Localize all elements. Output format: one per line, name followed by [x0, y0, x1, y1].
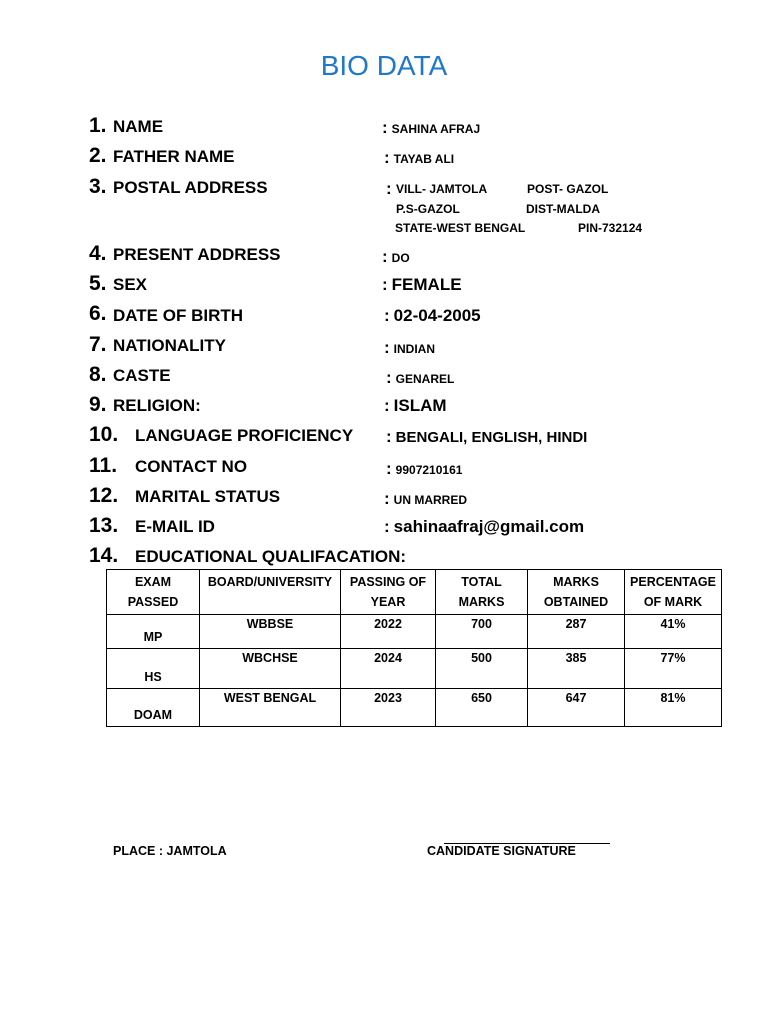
cell-percent: 77%: [625, 649, 722, 689]
field-number: 4.: [89, 242, 107, 265]
table-row: [107, 649, 722, 689]
address-state: STATE-WEST BENGAL: [395, 221, 526, 235]
field-number: 12.: [89, 484, 119, 507]
candidate-signature-label: CANDIDATE SIGNATURE: [427, 844, 576, 858]
cell-obtained: 287: [528, 615, 625, 649]
field-label-father-name: FATHER NAME: [113, 147, 235, 166]
field-value-email-id: : sahinaafraj@gmail.com: [384, 517, 585, 536]
header-passing-year: PASSING OF YEAR: [341, 570, 436, 615]
field-number: 3.: [89, 175, 107, 198]
cell-percent: 41%: [625, 615, 722, 649]
cell-year: 2024: [341, 649, 436, 689]
address-dist: DIST-MALDA: [526, 202, 600, 216]
header-exam-passed: EXAM PASSED: [107, 570, 200, 615]
field-label-educational-qualification: EDUCATIONAL QUALIFACATION:: [135, 547, 407, 566]
cell-total: 500: [436, 649, 528, 689]
field-number: 1.: [89, 114, 107, 137]
table-row: [107, 689, 722, 727]
cell-board: WBBSE: [200, 615, 341, 649]
cell-total: 700: [436, 615, 528, 649]
header-total-marks: TOTAL MARKS: [436, 570, 528, 615]
cell-obtained: 647: [528, 689, 625, 727]
field-label-contact-no: CONTACT NO: [135, 457, 248, 476]
cell-total: 650: [436, 689, 528, 727]
field-number: 14.: [89, 544, 119, 567]
field-value-sex: : FEMALE: [382, 275, 462, 294]
field-value-religion: : ISLAM: [384, 396, 447, 415]
table-header-row: [107, 570, 722, 615]
field-label-marital-status: MARITAL STATUS: [135, 487, 281, 506]
cell-percent: 81%: [625, 689, 722, 727]
field-value-contact-no: : 9907210161: [386, 459, 463, 478]
field-value-present-address: : DO: [382, 247, 410, 266]
cell-year: 2022: [341, 615, 436, 649]
cell-board: WBCHSE: [200, 649, 341, 689]
field-label-language-proficiency: LANGUAGE PROFICIENCY: [135, 426, 354, 445]
field-value-date-of-birth: : 02-04-2005: [384, 306, 481, 325]
field-label-religion: RELIGION:: [113, 396, 201, 415]
header-percentage: PERCENTAGE OF MARK: [625, 570, 722, 615]
field-label-email-id: E-MAIL ID: [135, 517, 215, 536]
field-number: 6.: [89, 302, 107, 325]
field-value-father-name: : TAYAB ALI: [384, 148, 455, 167]
cell-obtained: 385: [528, 649, 625, 689]
field-label-caste: CASTE: [113, 366, 171, 385]
field-label-present-address: PRESENT ADDRESS: [113, 245, 281, 264]
address-vill: VILL- JAMTOLA: [396, 182, 488, 196]
cell-year: 2023: [341, 689, 436, 727]
field-number: 9.: [89, 393, 107, 416]
cell-board: WEST BENGAL: [200, 689, 341, 727]
field-number: 7.: [89, 333, 107, 356]
field-value-marital-status: : UN MARRED: [384, 489, 468, 508]
table-row: [107, 615, 722, 649]
cell-exam: DOAM: [107, 689, 200, 727]
header-board-university: BOARD/UNIVERSITY: [200, 570, 341, 615]
field-number: 5.: [89, 272, 107, 295]
page-title: BIO DATA: [320, 50, 448, 81]
field-label-nationality: NATIONALITY: [113, 336, 227, 355]
address-post: POST- GAZOL: [527, 182, 609, 196]
place-text: PLACE : JAMTOLA: [113, 844, 227, 858]
field-label-date-of-birth: DATE OF BIRTH: [113, 306, 244, 325]
cell-exam: MP: [107, 615, 200, 649]
field-number: 11.: [89, 454, 118, 477]
field-number: 2.: [89, 144, 107, 167]
address-colon: :: [386, 179, 392, 198]
field-label-name: NAME: [113, 117, 164, 136]
header-marks-obtained: MARKS OBTAINED: [528, 570, 625, 615]
address-pin: PIN-732124: [578, 221, 643, 235]
education-table: [106, 569, 722, 727]
field-value-caste: : GENAREL: [386, 368, 455, 387]
field-value-language-proficiency: : BENGALI, ENGLISH, HINDI: [386, 427, 588, 446]
field-number: 8.: [89, 363, 107, 386]
field-value-name: : SAHINA AFRAJ: [382, 118, 481, 137]
field-value-nationality: : INDIAN: [384, 338, 436, 357]
field-label-sex: SEX: [113, 275, 148, 294]
address-ps: P.S-GAZOL: [396, 202, 460, 216]
field-number: 10.: [89, 423, 119, 446]
field-number: 13.: [89, 514, 119, 537]
cell-exam: HS: [107, 649, 200, 689]
field-label-postal-address: POSTAL ADDRESS: [113, 178, 268, 197]
